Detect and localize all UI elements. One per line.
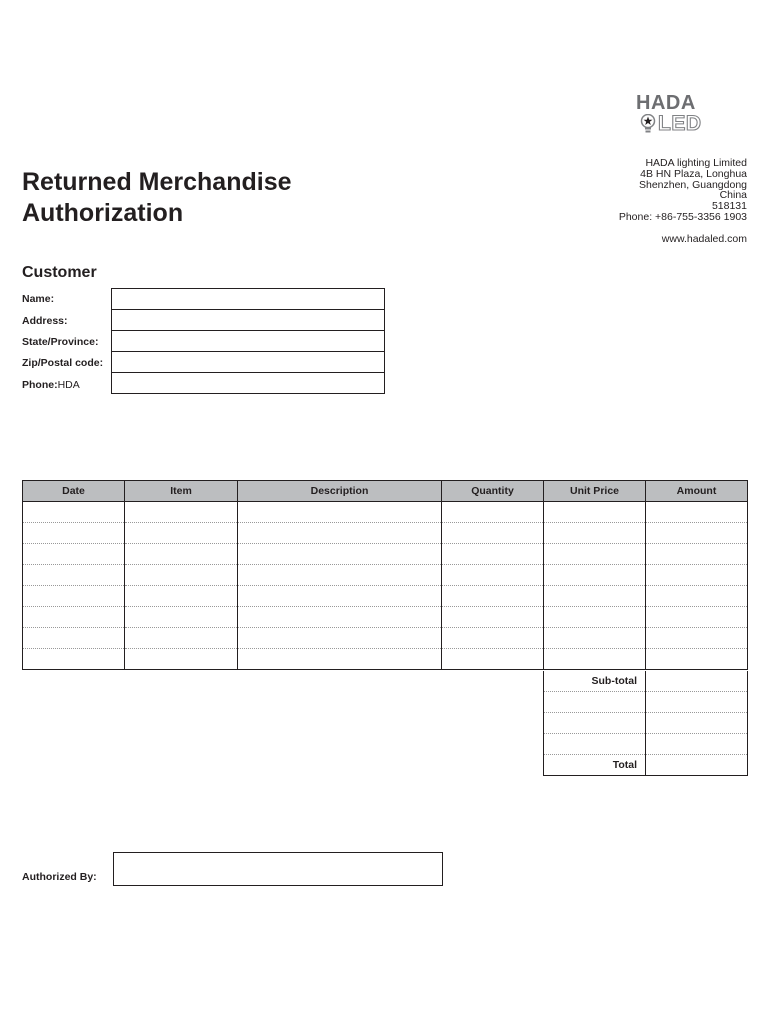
table-cell[interactable] (442, 586, 544, 607)
total-cell[interactable] (646, 755, 748, 776)
table-row (23, 607, 748, 628)
totals-cell[interactable] (544, 692, 646, 713)
table-cell[interactable] (544, 565, 646, 586)
column-header-unit-price: Unit Price (544, 481, 646, 502)
company-name: HADA lighting Limited (645, 157, 747, 169)
title-line-2: Authorization (22, 199, 184, 227)
table-cell[interactable] (125, 544, 238, 565)
table-row (23, 586, 748, 607)
company-address-line-2: Shenzhen, Guangdong (638, 178, 747, 191)
table-cell[interactable] (646, 649, 748, 670)
totals-cell[interactable] (544, 734, 646, 755)
phone-label: Phone:HDA (22, 379, 80, 391)
table-cell[interactable] (646, 544, 748, 565)
table-cell[interactable] (442, 502, 544, 523)
name-label: Name: (22, 293, 55, 305)
table-cell[interactable] (238, 586, 442, 607)
table-cell[interactable] (23, 544, 125, 565)
company-postal-code: 518131 (711, 200, 747, 213)
state-province-label: State/Province: (22, 336, 99, 348)
table-cell[interactable] (125, 628, 238, 649)
totals-row (544, 692, 748, 713)
phone-value: HDA (57, 379, 80, 391)
table-row (23, 565, 748, 586)
table-cell[interactable] (23, 649, 125, 670)
table-cell[interactable] (23, 607, 125, 628)
table-cell[interactable] (238, 628, 442, 649)
table-cell[interactable] (238, 649, 442, 670)
column-header-amount: Amount (646, 481, 748, 502)
column-header-item: Item (125, 481, 238, 502)
table-cell[interactable] (646, 565, 748, 586)
table-cell[interactable] (125, 565, 238, 586)
table-row (23, 502, 748, 523)
company-address (619, 158, 747, 223)
phone-field[interactable] (111, 373, 385, 394)
table-cell[interactable] (238, 565, 442, 586)
column-header-quantity: Quantity (442, 481, 544, 502)
table-row (23, 523, 748, 544)
table-cell[interactable] (646, 523, 748, 544)
table-cell[interactable] (646, 502, 748, 523)
table-row (23, 649, 748, 670)
table-cell[interactable] (442, 649, 544, 670)
authorized-by-label: Authorized By: (22, 871, 97, 883)
state-province-field[interactable] (111, 331, 385, 352)
table-cell[interactable] (238, 544, 442, 565)
subtotal-cell[interactable] (646, 671, 748, 692)
zip-postal-code-field[interactable] (111, 352, 385, 373)
table-cell[interactable] (442, 565, 544, 586)
table-row (23, 544, 748, 565)
table-cell[interactable] (23, 502, 125, 523)
table-cell[interactable] (544, 544, 646, 565)
table-header-row (23, 481, 748, 502)
table-cell[interactable] (442, 607, 544, 628)
table-cell[interactable] (238, 607, 442, 628)
table-cell[interactable] (238, 502, 442, 523)
company-logo (636, 92, 712, 136)
table-cell[interactable] (23, 628, 125, 649)
table-cell[interactable] (125, 502, 238, 523)
table-cell[interactable] (646, 628, 748, 649)
page-title (22, 167, 292, 229)
company-country: China (719, 189, 747, 202)
title-line-1: Returned Merchandise (22, 168, 292, 196)
zip-postal-code-label: Zip/Postal code: (22, 357, 104, 369)
column-header-date: Date (23, 481, 125, 502)
bulb-icon (640, 114, 656, 134)
company-phone: Phone: +86-755-3356 1903 (618, 210, 747, 223)
totals-table (543, 671, 748, 776)
company-website: www.hadaled.com (661, 233, 747, 245)
table-cell[interactable] (442, 628, 544, 649)
totals-row (544, 713, 748, 734)
table-cell[interactable] (23, 586, 125, 607)
table-body (23, 502, 748, 670)
table-cell[interactable] (442, 523, 544, 544)
subtotal-label: Sub-total (544, 671, 646, 692)
table-cell[interactable] (646, 607, 748, 628)
table-cell[interactable] (544, 502, 646, 523)
column-header-description: Description (238, 481, 442, 502)
totals-cell[interactable] (646, 734, 748, 755)
table-cell[interactable] (544, 607, 646, 628)
table-cell[interactable] (646, 586, 748, 607)
total-row (544, 755, 748, 776)
authorized-by-field[interactable] (113, 852, 443, 886)
name-field[interactable] (111, 288, 385, 310)
table-cell[interactable] (544, 523, 646, 544)
address-field[interactable] (111, 310, 385, 331)
company-address-line-1: 4B HN Plaza, Longhua (640, 167, 747, 180)
table-cell[interactable] (125, 586, 238, 607)
table-row (23, 628, 748, 649)
table-cell[interactable] (125, 523, 238, 544)
table-cell[interactable] (125, 649, 238, 670)
table-cell[interactable] (544, 649, 646, 670)
totals-cell[interactable] (544, 713, 646, 734)
logo-text-led: LED (658, 112, 702, 135)
table-cell[interactable] (125, 607, 238, 628)
customer-heading: Customer (22, 264, 97, 281)
table-cell[interactable] (544, 628, 646, 649)
logo-text-hada: HADA (636, 92, 696, 114)
table-cell[interactable] (238, 523, 442, 544)
table-cell[interactable] (23, 523, 125, 544)
table-cell[interactable] (442, 544, 544, 565)
table-cell[interactable] (23, 565, 125, 586)
subtotal-row (544, 671, 748, 692)
totals-cell[interactable] (646, 692, 748, 713)
items-table (22, 480, 748, 670)
totals-cell[interactable] (646, 713, 748, 734)
total-label: Total (544, 755, 646, 776)
address-label: Address: (22, 315, 68, 327)
totals-row (544, 734, 748, 755)
table-cell[interactable] (544, 586, 646, 607)
